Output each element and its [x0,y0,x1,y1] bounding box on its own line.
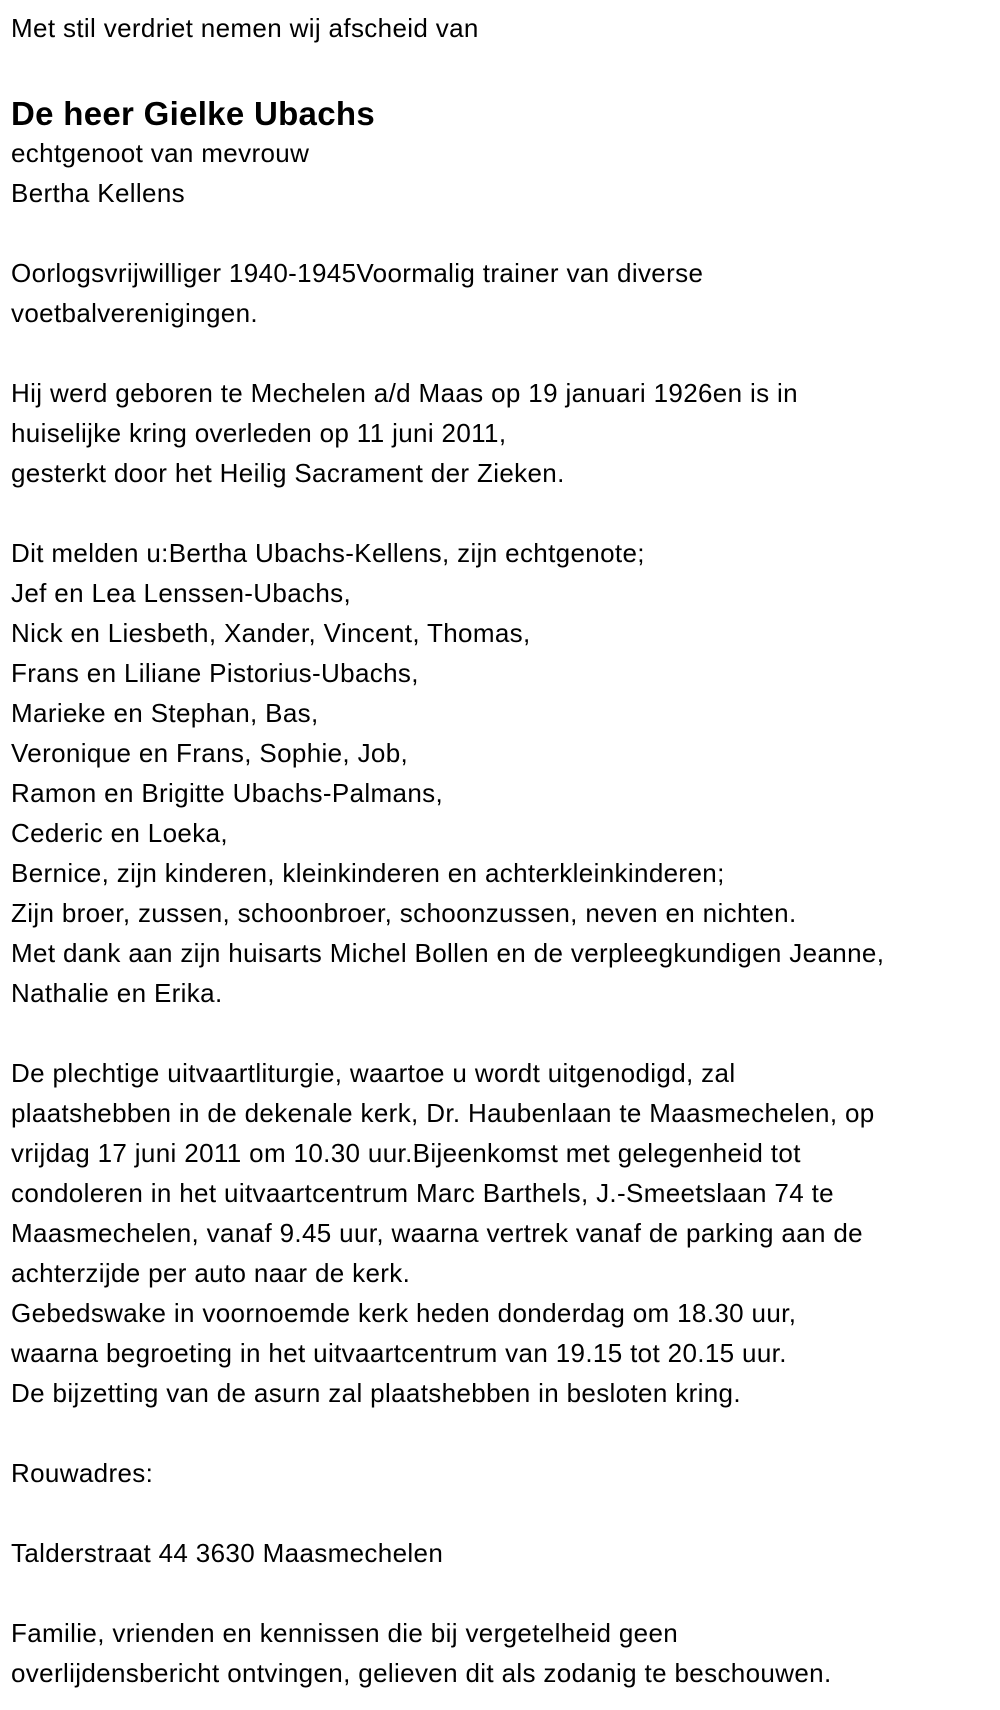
intro-text: Met stil verdriet nemen wij afscheid van [11,13,479,43]
family-line: Nathalie en Erika. [11,978,223,1008]
ceremony-line: vrijdag 17 juni 2011 om 10.30 uur.Bijeenkomst met gelegenheid tot [11,1138,801,1168]
biography-section [11,253,1000,333]
spacer [11,1573,1000,1613]
family-line: Met dank aan zijn huisarts Michel Bollen en de verpleegkundigen Jeanne, [11,938,885,968]
spacer [11,1493,1000,1533]
life-line: gesterkt door het Heilig Sacrament der Zieken. [11,458,565,488]
family-line: Zijn broer, zussen, schoonbroer, schoonzussen, neven en nichten. [11,898,797,928]
spouse-line: echtgenoot van mevrouw [11,138,310,168]
biography-line: voetbalverenigingen. [11,298,258,328]
family-line: Ramon en Brigitte Ubachs-Palmans, [11,778,444,808]
ceremony-line: De plechtige uitvaartliturgie, waartoe u wordt uitgenodigd, zal [11,1058,736,1088]
spacer [11,493,1000,533]
family-line: Bernice, zijn kinderen, kleinkinderen en achterkleinkinderen; [11,858,725,888]
family-line: Nick en Liesbeth, Xander, Vincent, Thomas, [11,618,531,648]
family-line: Marieke en Stephan, Bas, [11,698,319,728]
closing-line: Familie, vrienden en kennissen die bij vergetelheid geen [11,1618,679,1648]
spacer [11,48,1000,88]
family-line: Cederic en Loeka, [11,818,228,848]
ceremony-line: De bijzetting van de asurn zal plaatshebben in besloten kring. [11,1378,741,1408]
family-line: Jef en Lea Lenssen-Ubachs, [11,578,352,608]
family-line: Veronique en Frans, Sophie, Job, [11,738,409,768]
biography-line: Oorlogsvrijwilliger 1940-1945Voormalig trainer van diverse [11,258,704,288]
family-line: Dit melden u:Bertha Ubachs-Kellens, zijn echtgenote; [11,538,645,568]
ceremony-section [11,1053,1000,1413]
life-section [11,373,1000,493]
spouse-section [11,133,1000,213]
ceremony-line: plaatshebben in de dekenale kerk, Dr. Haubenlaan te Maasmechelen, op [11,1098,875,1128]
spacer [11,213,1000,253]
family-line: Frans en Liliane Pistorius-Ubachs, [11,658,419,688]
ceremony-line: Maasmechelen, vanaf 9.45 uur, waarna vertrek vanaf de parking aan de [11,1218,863,1248]
ceremony-line: Gebedswake in voornoemde kerk heden donderdag om 18.30 uur, [11,1298,797,1328]
deceased-name-heading: De heer Gielke Ubachs [11,95,375,132]
ceremony-line: waarna begroeting in het uitvaartcentrum van 19.15 tot 20.15 uur. [11,1338,787,1368]
mourning-address: Talderstraat 44 3630 Maasmechelen [11,1538,444,1568]
family-section [11,533,1000,1013]
ceremony-line: condoleren in het uitvaartcentrum Marc Barthels, J.-Smeetslaan 74 te [11,1178,834,1208]
closing-line: overlijdensbericht ontvingen, gelieven dit als zodanig te beschouwen. [11,1658,832,1688]
spacer [11,1013,1000,1053]
closing-section [11,1613,1000,1693]
life-line: Hij werd geboren te Mechelen a/d Maas op 19 januari 1926en is in [11,378,798,408]
spacer [11,1413,1000,1453]
life-line: huiselijke kring overleden op 11 juni 2011, [11,418,507,448]
address-label: Rouwadres: [11,1458,154,1488]
spacer [11,333,1000,373]
ceremony-line: achterzijde per auto naar de kerk. [11,1258,411,1288]
spouse-line: Bertha Kellens [11,178,186,208]
